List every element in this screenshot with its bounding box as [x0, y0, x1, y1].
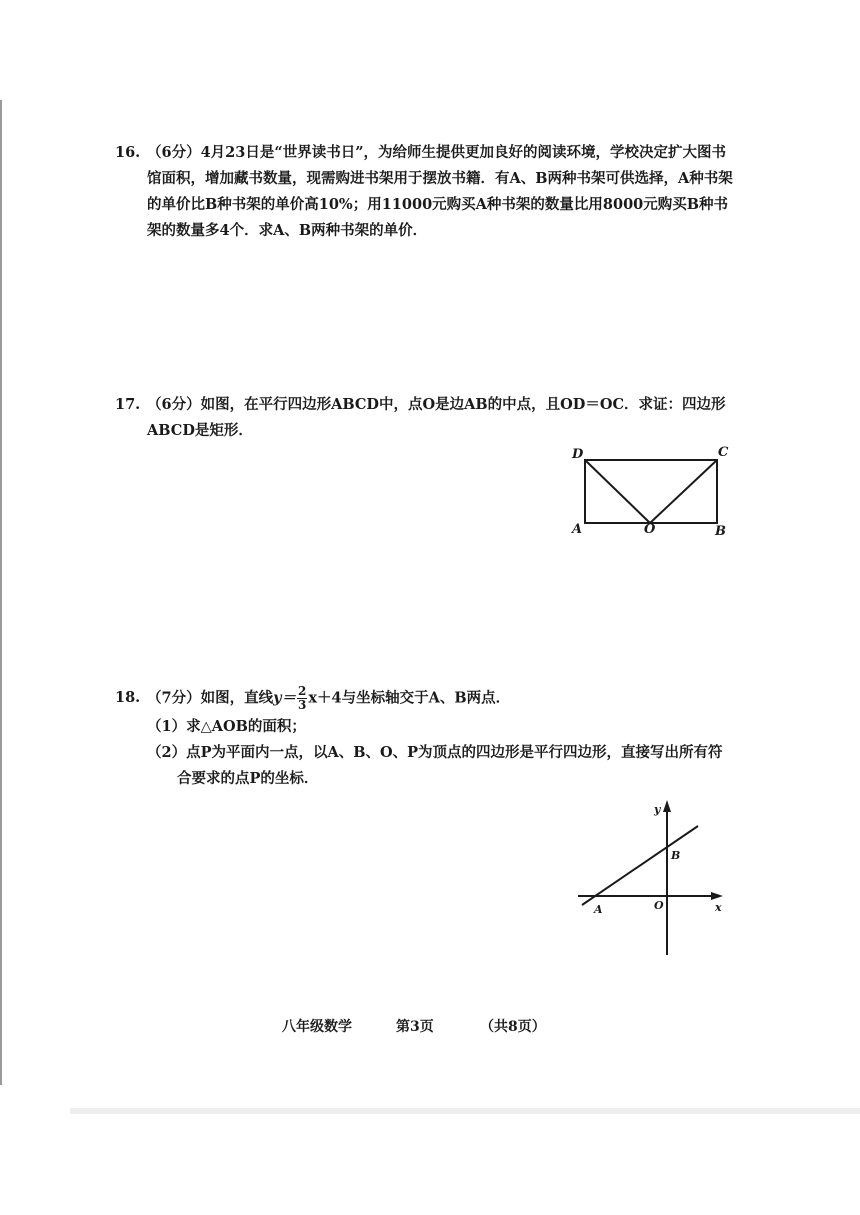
question-18 — [115, 685, 740, 792]
label-c: C — [718, 445, 729, 460]
question-number: 18. — [115, 689, 141, 706]
page-bottom-shadow — [70, 1108, 860, 1114]
question-text: （6分）4月23日是“世界读书日”，为给师生提供更加良好的阅读环境，学校决定扩大图书馆面积，增加藏书数量，现需购进书架用于摆放书籍．有A、B两种书架可供选择，A种书架的单价比B种书架的单价高10%；用11000元购买A种书架的数量比用8000元购买B种书架的数量多4个．求A、B两种书架的单价． — [147, 144, 733, 239]
label-x: x — [715, 901, 722, 914]
label-a: A — [594, 903, 603, 916]
label-y: y — [654, 803, 661, 816]
page-left-edge — [0, 100, 2, 1085]
segment-oc — [650, 460, 717, 523]
part-2: （2）点P为平面内一点，以A、B、O、P为顶点的四边形是平行四边形，直接写出所有符 合要求的点P的坐标． — [147, 744, 723, 787]
rectangle-abcd — [585, 460, 717, 523]
footer-total-pages: （共8页） — [480, 1019, 546, 1035]
label-a: A — [572, 522, 583, 537]
label-b: B — [715, 524, 726, 539]
x-axis-arrow — [711, 892, 723, 900]
label-b: B — [671, 849, 681, 862]
label-o: O — [644, 522, 656, 537]
question-text: （6分）如图，在平行四边形ABCD中，点O是边AB的中点，且OD＝OC．求证：四边形ABCD是矩形． — [147, 396, 726, 439]
question-number: 16. — [115, 144, 141, 161]
question-16 — [115, 140, 740, 244]
coordinate-figure — [570, 795, 730, 965]
footer-page-number: 第3页 — [396, 1019, 434, 1035]
question-number: 17. — [115, 396, 141, 413]
question-intro: （7分）如图，直线y＝ $\frac{2}{3}$ x＋4与坐标轴交于A、B两点． — [147, 684, 511, 712]
footer-subject: 八年级数学 — [282, 1019, 352, 1035]
label-o: O — [654, 899, 664, 912]
y-axis-arrow — [663, 800, 671, 812]
segment-od — [585, 460, 650, 523]
line-graph — [582, 826, 698, 905]
equation-y: y＝ — [273, 689, 297, 707]
fraction: $\frac{2}{3}$ — [298, 684, 307, 712]
equation-rest: x＋4 — [308, 689, 342, 707]
rectangle-figure — [565, 440, 735, 540]
question-17 — [115, 392, 740, 444]
label-d: D — [572, 447, 584, 462]
part-1: （1）求△AOB的面积； — [147, 718, 306, 735]
